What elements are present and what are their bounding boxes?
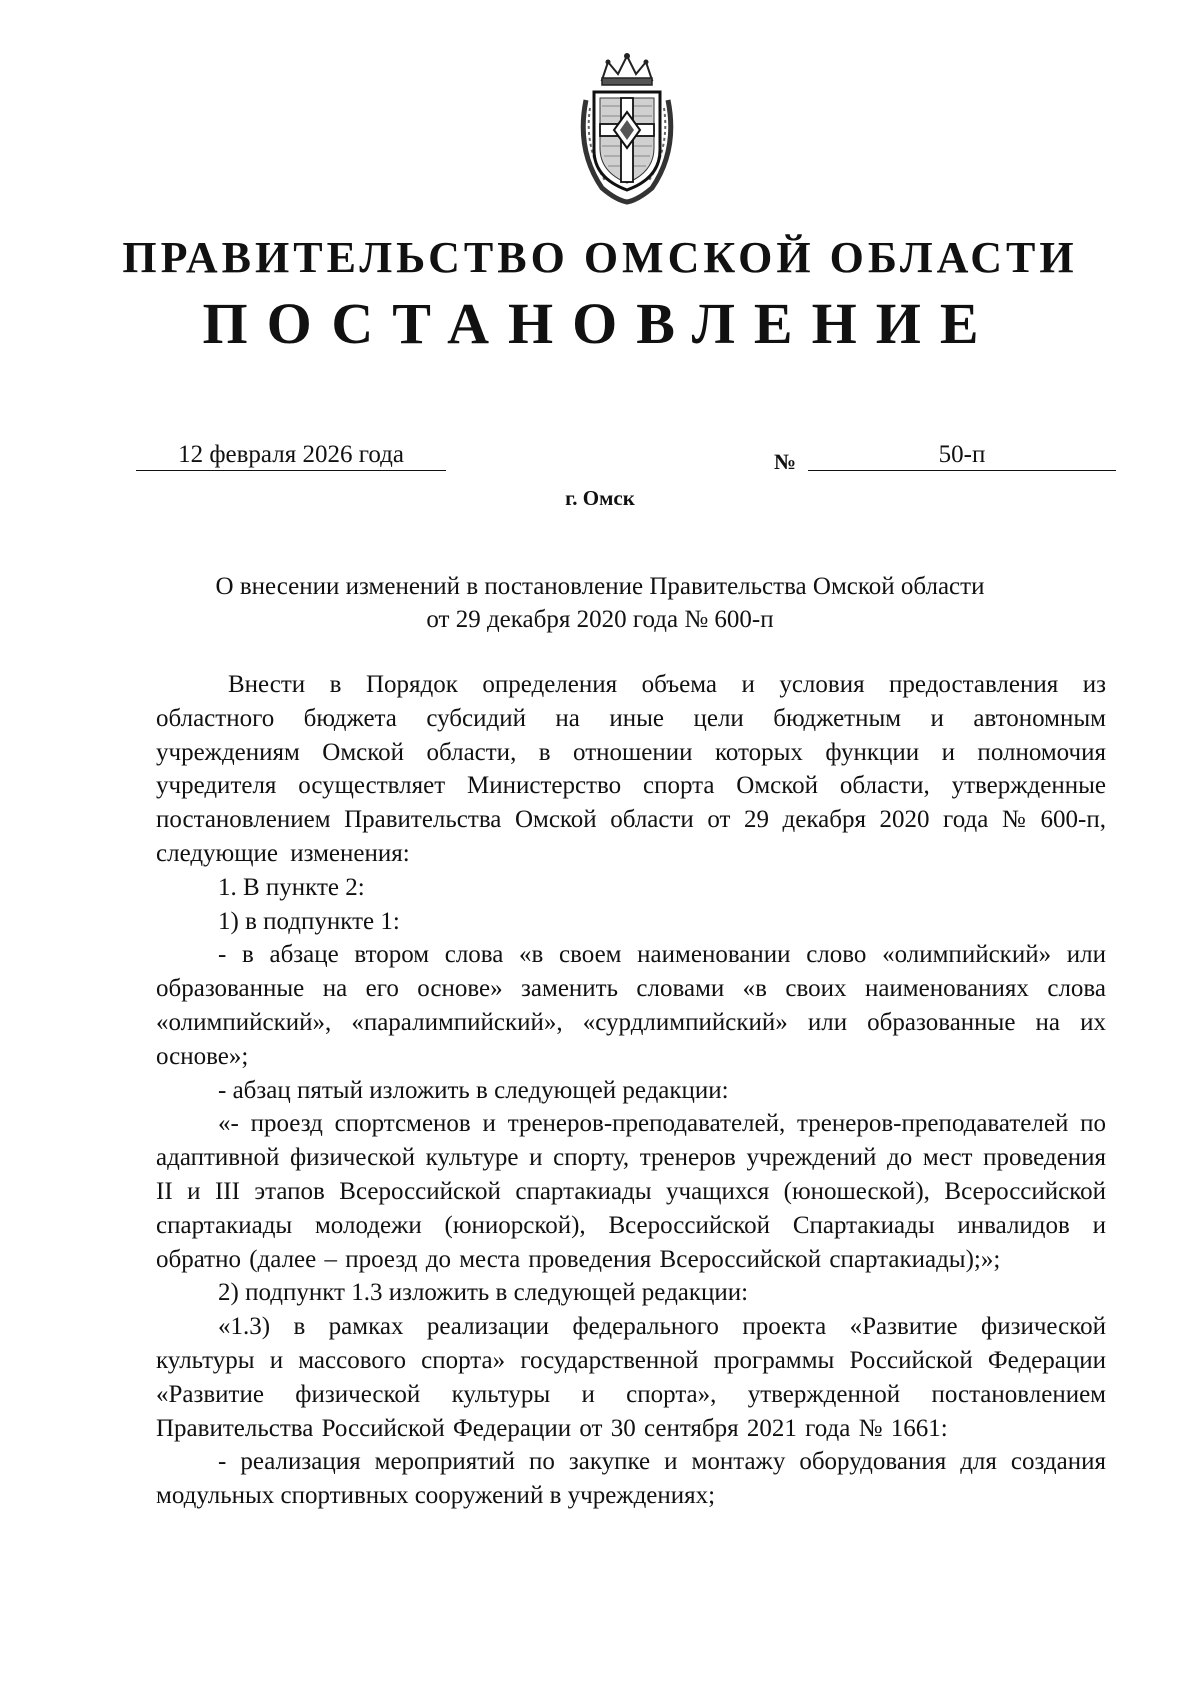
subitem-2: 2) подпункт 1.3 изложить в следующей редакции: [218,1279,749,1307]
subitem-1: 1) в подпункте 1: [218,907,400,935]
document-number: 50-п [808,440,1116,471]
subject-line-2: от 29 декабря 2020 года № 600-п [426,606,774,633]
intro-paragraph: Внести в Порядок определения объема и условия предоставления из областного бюджета субсидий на иные цели бюджетным и автономным учреждениям Омской области, в отношении которых функции и полномочия учредителя осуществляет Министерство спорта Омской области, утвержденные постановлением Правительства Омской области от 29 декабря 2020 года № 600-п, следующие изменения: [156,671,1106,867]
item-1: 1. В пункте 2: [218,873,365,901]
bullet-3: - реализация мероприятий по закупке и монтажу оборудования для создания модульных спортивных сооружений в учреждениях; [156,1448,1106,1510]
government-title: ПРАВИТЕЛЬСТВО ОМСКОЙ ОБЛАСТИ [122,233,1078,282]
document-subject [150,570,1050,636]
omsk-coat-of-arms-icon [572,50,682,205]
quote-1: «- проезд спортсменов и тренеров-преподавателей, тренеров-преподавателей по адаптивной физической культуре и спорту, тренеров учреждений до мест проведения II и III этапов Всероссийской спартакиады учащихся (юношеской), Всероссийской спартакиады молодежи (юниорской), Всероссийской Спартакиады инвалидов и обратно (далее – проезд до места проведения Всероссийской спартакиады);»; [156,1110,1106,1273]
document-city: г. Омск [565,486,635,510]
subject-line-1: О внесении изменений в постановление Правительства Омской области [215,573,985,600]
quote-2: «1.3) в рамках реализации федерального проекта «Развитие физической культуры и массового спорта» государственной программы Российской Федерации «Развитие физической культуры и спорта», утвержденной постановлением Правительства Российской Федерации от 30 сентября 2021 года № 1661: [156,1313,1106,1442]
number-sign: № [774,449,797,474]
bullet-1: - в абзаце втором слова «в своем наименовании слово «олимпийский» или образованные на его основе» заменить словами «в своих наименованиях слова «олимпийский», «паралимпийский», «сурдлимпийский» или образованные на их основе»; [156,941,1106,1070]
document-kind-title: ПОСТАНОВЛЕНИЕ [202,291,998,356]
document-body [156,668,1106,1513]
bullet-2: - абзац пятый изложить в следующей редакции: [218,1076,729,1104]
document-date: 12 февраля 2026 года [136,440,446,471]
